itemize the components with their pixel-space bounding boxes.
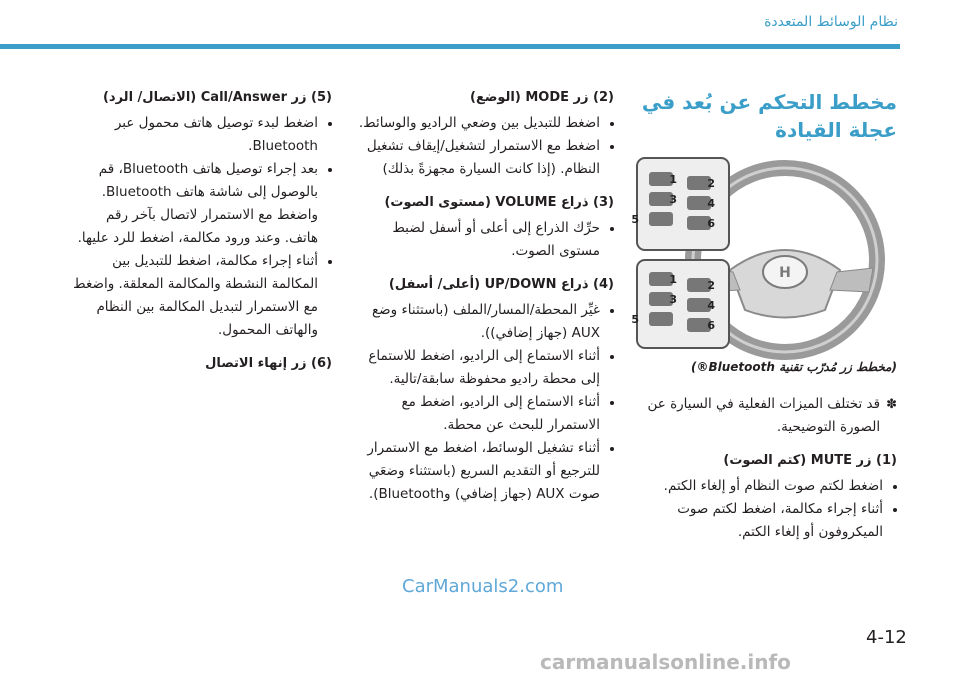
figure-label: 6 [707,217,715,230]
call-list [70,112,332,342]
end-call-heading: (6) زر إنهاء الاتصال [205,356,332,371]
list-item: • غيِّر المحطة/المسار/الملف (باستثناء وضع AUX (جهاز إضافي)). [352,299,600,345]
steering-wheel-icon [631,150,897,350]
svg-text:H: H [779,265,791,281]
list-item: • اضغط مع الاستمرار لتشغيل/إيقاف تشغيل النظام. (إذا كانت السيارة مجهزةً بذلك) [352,135,600,181]
note-icon: ✽ [886,397,897,412]
watermark-link[interactable]: CarManuals2.com [402,576,564,597]
section-title: مخطط التحكم عن بُعد في عجلة القيادة [641,90,897,142]
list-item: • اضغط لبدء توصيل هاتف محمول عبر Bluetooth. [70,112,318,158]
list-item: • أثناء إجراء مكالمة، اضغط لكتم صوت الميكروفون أو إلغاء الكتم. [635,498,883,544]
figure-label: 4 [707,197,715,210]
list-item: • اضغط لكتم صوت النظام أو إلغاء الكتم. [635,475,883,498]
figure-label: 1 [669,173,677,186]
volume-heading: (3) ذراع VOLUME (مستوى الصوت) [384,195,614,210]
list-item: • أثناء تشغيل الوسائط، اضغط مع الاستمرار للترجيع أو التقديم السريع (باستثناء وضعَي صوت AUX (جهاز إضافي) وBluetooth). [352,437,600,506]
steering-wheel-figure [631,150,897,350]
mute-heading: (1) زر MUTE (كتم الصوت) [723,453,897,468]
updown-heading: (4) ذراع UP/DOWN (أعلى/ أسفل) [388,277,614,292]
mute-list [635,475,897,544]
figure-label: 3 [669,293,677,306]
list-item: • بعد إجراء توصيل هاتف Bluetooth، قم بالوصول إلى شاشة هاتف Bluetooth. واضغط مع الاستمرار لاتصال بآخر رقم هاتف. وعند ورود مكالمة، اضغط للرد عليها. [70,158,318,250]
list-item: • أثناء الاستماع إلى الراديو، اضغط مع الاستمرار للبحث عن محطة. [352,391,600,437]
figure-label: 2 [707,177,715,190]
call-heading: (5) زر Call/Answer (الاتصال/ الرد) [102,90,332,105]
figure-label: 5 [631,213,639,226]
left-column [70,88,332,378]
figure-label: 3 [669,193,677,206]
updown-list [352,299,614,506]
list-item: • حرِّك الذراع إلى أعلى أو أسفل لضبط مستوى الصوت. [352,217,600,263]
note [635,393,897,439]
figure-label: 2 [707,279,715,292]
list-item: • أثناء الاستماع إلى الراديو، اضغط للاستماع إلى محطة راديو محفوظة سابقة/تالية. [352,345,600,391]
mode-list [352,112,614,181]
figure-label: 5 [631,313,639,326]
page-number: 4-12 [866,627,907,648]
volume-list [352,217,614,263]
figure-label: 1 [669,273,677,286]
watermark-footer: carmanualsonline.info [540,650,791,674]
figure-label: 4 [707,299,715,312]
right-column [631,88,897,544]
figure-caption: (مخطط زر مُدرّب تقنية Bluetooth®) [690,360,897,374]
page-header-title: نظام الوسائط المتعددة [764,14,898,30]
figure-label: 6 [707,319,715,332]
mode-heading: (2) زر MODE (الوضع) [470,90,614,105]
list-item: • أثناء إجراء مكالمة، اضغط للتبديل بين المكالمة النشطة والمكالمة المعلقة. واضغط مع الاستمرار لتبديل المكالمة بين النظام والهاتف المحمول. [70,250,318,342]
middle-column [352,88,614,506]
list-item: • اضغط للتبديل بين وضعي الراديو والوسائط. [352,112,600,135]
header-rule [0,44,900,49]
note-text: قد تختلف الميزات الفعلية في السيارة عن الصورة التوضيحية. [647,396,881,435]
